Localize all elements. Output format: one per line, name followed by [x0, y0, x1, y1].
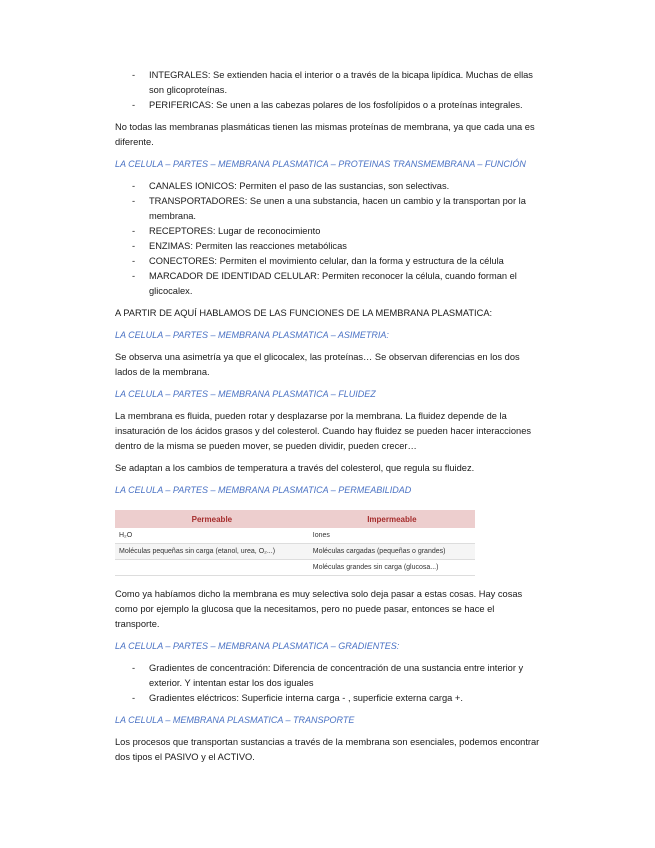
document-page [115, 68, 540, 772]
list-item [115, 254, 540, 269]
bullet-dash: - [132, 196, 136, 206]
paragraph: Los procesos que transportan sustancias a través de la membrana son esenciales, podemos encontrar dos tipos el PASIVO y el ACTIVO. [115, 737, 540, 762]
list-item-text: TRANSPORTADORES: Se unen a una substancia, hacen un cambio y la transportan por la membrana. [149, 196, 526, 221]
table-row [115, 528, 475, 544]
table-cell: Moléculas pequeñas sin carga (etanol, urea, O₂...) [115, 544, 309, 560]
paragraph: Como ya habíamos dicho la membrana es muy selectiva solo deja pasar a estas cosas. Hay cosas como por ejemplo la glucosa que la necesitamos, pero no puede pasar, entonces se hace el transporte. [115, 589, 523, 629]
bullet-dash: - [132, 226, 136, 236]
list-item-text: RECEPTORES: Lugar de reconocimiento [149, 226, 321, 236]
list-item [115, 98, 540, 113]
paragraph: Se adaptan a los cambios de temperatura a través del colesterol, que regula su fluidez. [115, 463, 475, 473]
table-cell: H₂O [115, 528, 309, 544]
list-item [115, 179, 540, 194]
bullet-dash: - [132, 663, 136, 673]
section-heading: LA CELULA – PARTES – MEMBRANA PLASMATICA – GRADIENTES: [115, 641, 400, 651]
list-item-text: INTEGRALES: Se extienden hacia el interior o a través de la bicapa lipídica. Muchas de ellas son glicoproteínas. [149, 70, 533, 95]
table-header-permeable: Permeable [115, 510, 309, 528]
section-heading: LA CELULA – MEMBRANA PLASMATICA – TRANSPORTE [115, 715, 355, 725]
list-item-text: Gradientes de concentración: Diferencia de concentración de una sustancia entre interior y exterior. Y intentan estar los dos iguales [149, 663, 524, 688]
list-item [115, 224, 540, 239]
list-item [115, 239, 540, 254]
function-list [115, 179, 540, 299]
section-heading: LA CELULA – PARTES – MEMBRANA PLASMATICA – ASIMETRIA: [115, 330, 389, 340]
bullet-dash: - [132, 100, 136, 110]
table-cell [115, 560, 309, 576]
bullet-dash: - [132, 693, 136, 703]
list-item-text: PERIFERICAS: Se unen a las cabezas polares de los fosfolípidos o a proteínas integrales. [149, 100, 523, 110]
list-item [115, 661, 540, 691]
paragraph: Se observa una asimetría ya que el glicocalex, las proteínas… Se observan diferencias en los dos lados de la membrana. [115, 352, 520, 377]
section-heading: LA CELULA – PARTES – MEMBRANA PLASMATICA – PROTEINAS TRANSMEMBRANA – FUNCIÓN [115, 159, 526, 169]
bullet-dash: - [132, 256, 136, 266]
list-item-text: CANALES IONICOS: Permiten el paso de las sustancias, son selectivas. [149, 181, 450, 191]
list-item [115, 194, 540, 224]
list-item [115, 269, 540, 299]
gradient-list [115, 661, 540, 706]
table-cell: Iones [309, 528, 475, 544]
list-item-text: ENZIMAS: Permiten las reacciones metabólicas [149, 241, 347, 251]
bullet-dash: - [132, 241, 136, 251]
list-item [115, 691, 540, 706]
table-row [115, 544, 475, 560]
bullet-dash: - [132, 181, 136, 191]
protein-type-list [115, 68, 540, 113]
list-item [115, 68, 540, 98]
paragraph: A PARTIR DE AQUÍ HABLAMOS DE LAS FUNCIONES DE LA MEMBRANA PLASMATICA: [115, 308, 493, 318]
paragraph: La membrana es fluida, pueden rotar y desplazarse por la membrana. La fluidez depende de la insaturación de los ácidos grasos y del colesterol. Cuando hay fluidez se pueden hacer interacciones dentro de la misma se pueden mover, se pueden dividir, pueden crecer… [115, 411, 532, 451]
list-item-text: CONECTORES: Permiten el movimiento celular, dan la forma y estructura de la célula [149, 256, 504, 266]
permeability-table [115, 510, 475, 576]
section-heading: LA CELULA – PARTES – MEMBRANA PLASMATICA – FLUIDEZ [115, 389, 376, 399]
bullet-dash: - [132, 70, 136, 80]
paragraph: No todas las membranas plasmáticas tienen las mismas proteínas de membrana, ya que cada una es diferente. [115, 122, 535, 147]
bullet-dash: - [132, 271, 136, 281]
list-item-text: MARCADOR DE IDENTIDAD CELULAR: Permiten reconocer la célula, cuando forman el glicocalex. [149, 271, 517, 296]
table-row [115, 560, 475, 576]
table-cell: Moléculas cargadas (pequeñas o grandes) [309, 544, 475, 560]
section-heading: LA CELULA – PARTES – MEMBRANA PLASMATICA – PERMEABILIDAD [115, 485, 412, 495]
table-header-impermeable: Impermeable [309, 510, 475, 528]
list-item-text: Gradientes eléctricos: Superficie interna carga - , superficie externa carga +. [149, 693, 463, 703]
table-cell: Moléculas grandes sin carga (glucosa...) [309, 560, 475, 576]
